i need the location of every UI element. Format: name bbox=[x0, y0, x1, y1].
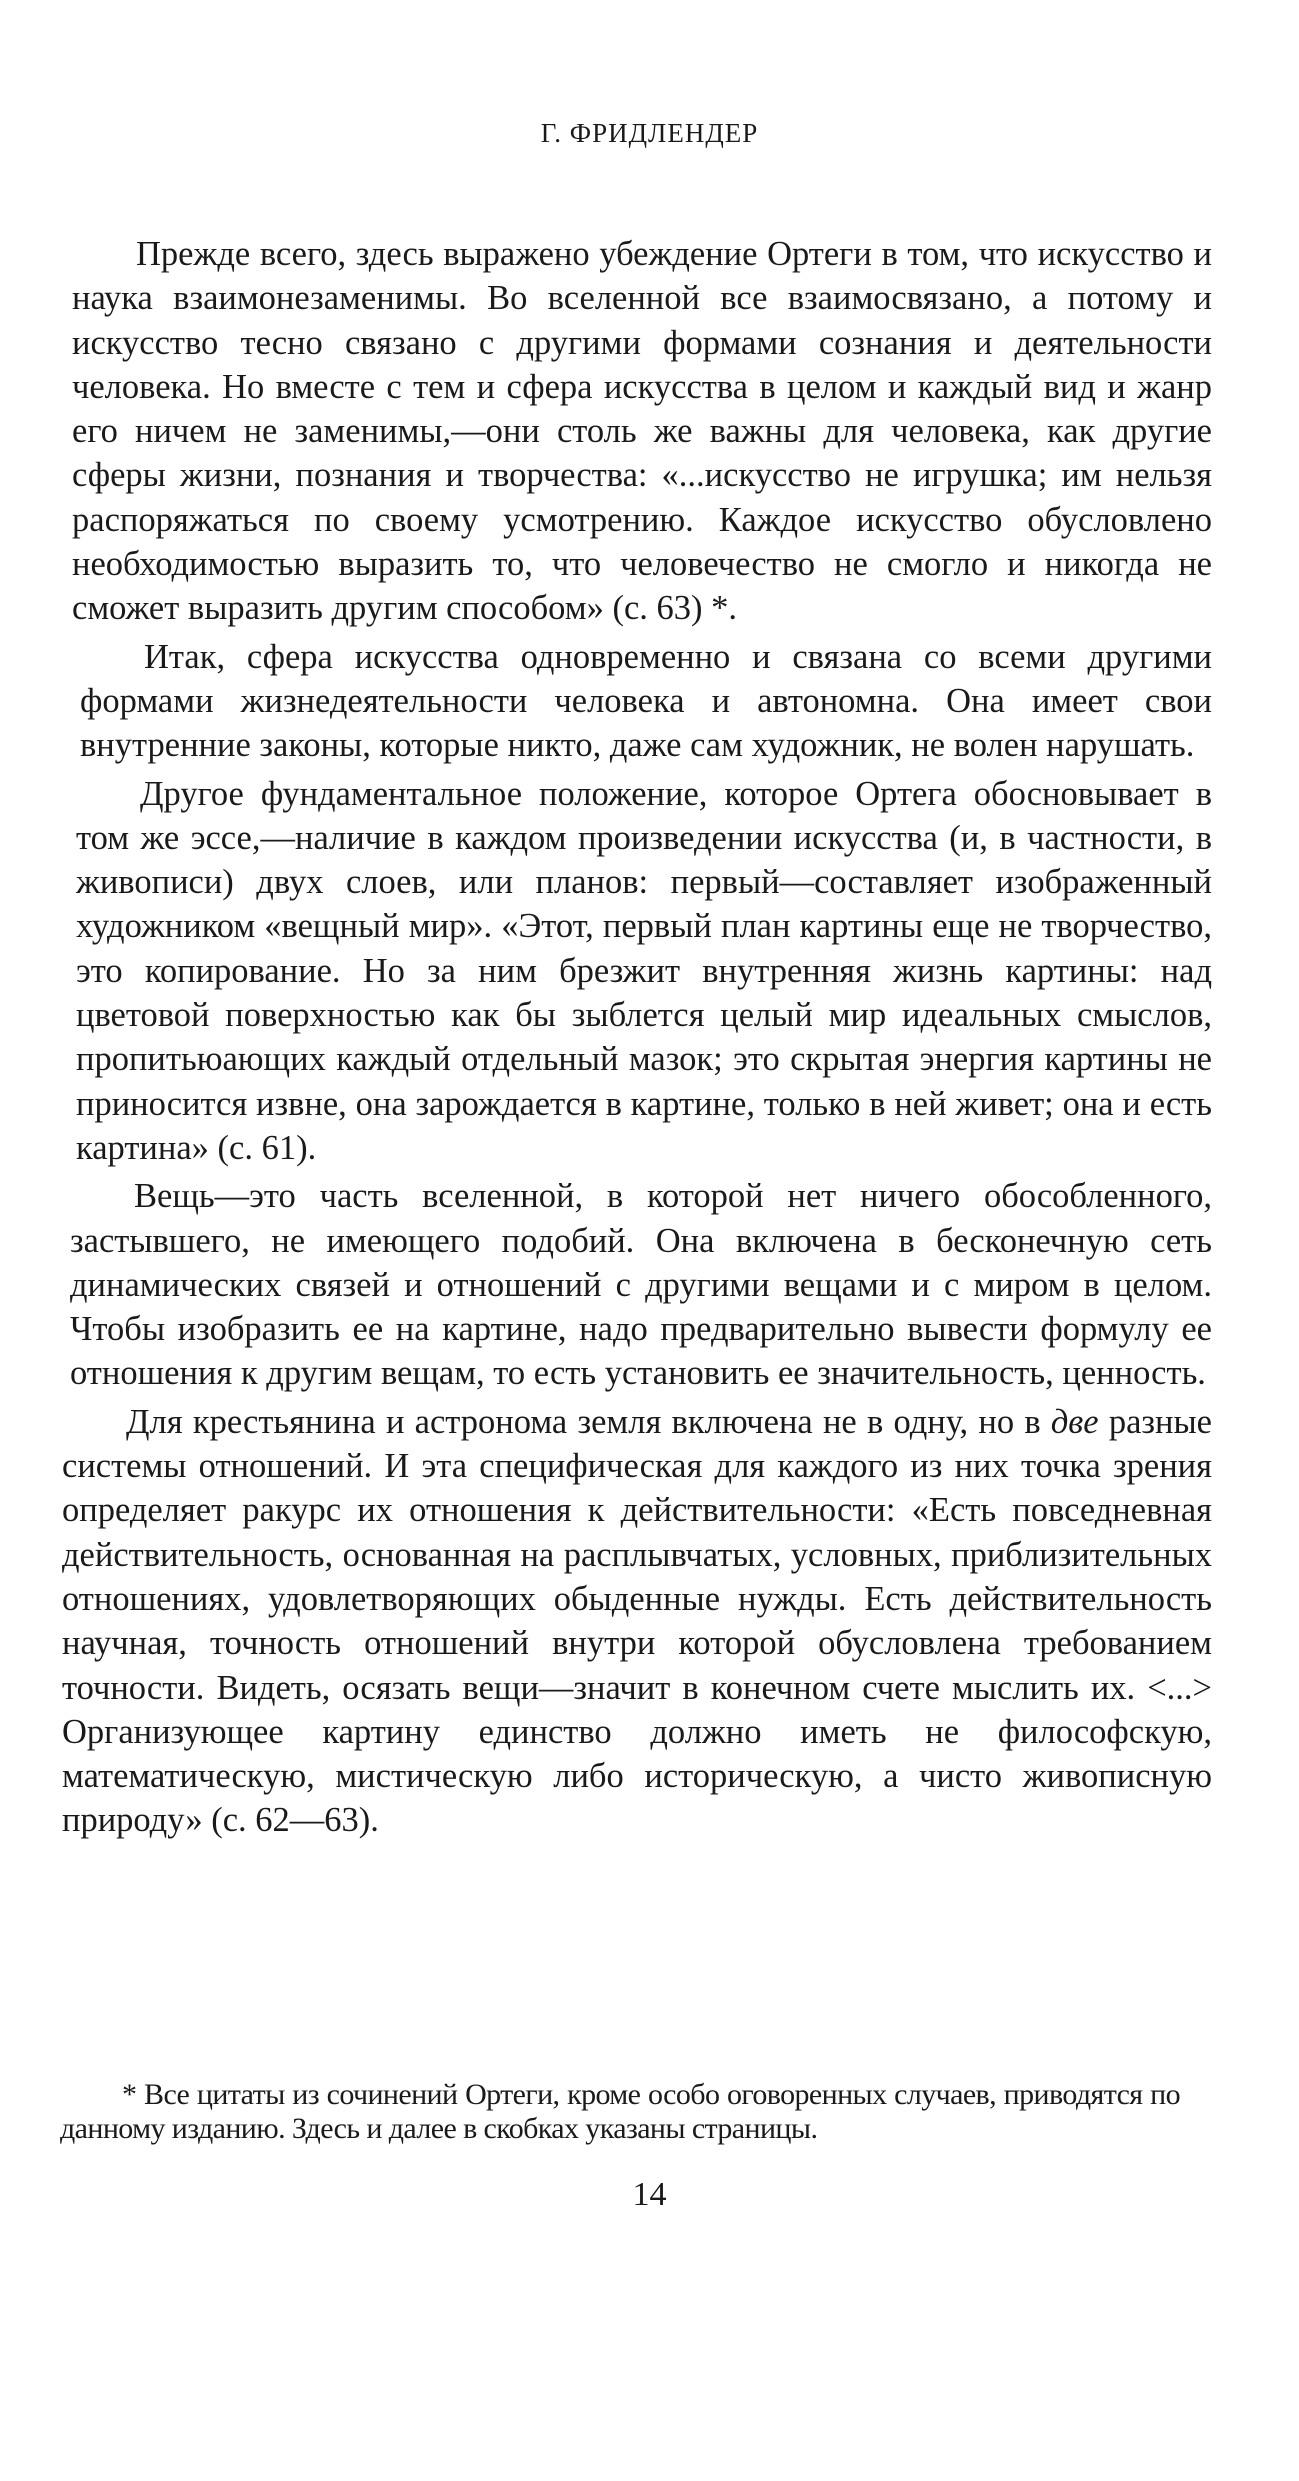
paragraph-3: Другое фундаментальное положение, которое Ортега обосновывает в том же эссе,—наличие в каждом произведении искусства (и, в частности, в живописи) двух слоев, или планов: первый—составляет изображенный художником «вещный мир». «Этот, первый план картины еще не творчество, это копирование. Но за ним брезжит внутренняя жизнь картины: над цветовой поверхностью как бы зыблется целый мир идеальных смыслов, пропитьюающих каждый отдельный мазок; это скрытая энергия картины не приносится извне, она зарождается в картине, только в ней живет; она и есть картина» (с. 61). bbox=[76, 774, 1212, 1167]
footnote: * Все цитаты из сочинений Ортеги, кроме особо оговоренных случаев, приводятся по данному изданию. Здесь и далее в скобках указаны страницы. bbox=[60, 2078, 1180, 2145]
paragraph-5-before: Для крестьянина и астронома земля включена не в одну, но в bbox=[126, 1402, 1051, 1441]
paragraph-5-emphasis: две bbox=[1050, 1402, 1099, 1441]
paragraph-2: Итак, сфера искусства одновременно и связана со всеми другими формами жизнедеятельности человека и автономна. Она имеет свои внутренние законы, которые никто, даже сам художник, не волен нарушать. bbox=[80, 637, 1212, 765]
paragraph-5-after: разные системы отношений. И эта специфическая для каждого из них точка зрения определяет ракурс их отношения к действительности: «Есть повседневная действительность, основанная на расплывчатых, условных, приблизительных отношениях, удовлетворяющих обыденные нужды. Есть действительность научная, точность отношений внутри которой обусловлена требованием точности. Видеть, осязать вещи—значит в конечном счете мыслить их. <...> Организующее картину единство должно иметь не философскую, математическую, мистическую либо историческую, а чисто живописную природу» (с. 62—63). bbox=[62, 1402, 1212, 1840]
paragraph-4: Вещь—это часть вселенной, в которой нет ничего обособленного, застывшего, не имеющего подобий. Она включена в бесконечную сеть динамических связей и отношений с другими вещами и с миром в целом. Чтобы изобразить ее на картине, надо предварительно вывести формулу ее отношения к другим вещам, то есть установить ее значительность, ценность. bbox=[70, 1177, 1212, 1393]
page-number: 14 bbox=[632, 2176, 667, 2213]
body-text bbox=[62, 232, 1212, 1847]
paragraph-1: Прежде всего, здесь выражено убеждение Ортеги в том, что искусство и наука взаимонезаменимы. Во вселенной все взаимосвязано, а потому и искусство тесно связано с другими формами сознания и деятельности человека. Но вместе с тем и сфера искусства в целом и каждый вид и жанр его ничем не заменимы,—они столь же важны для человека, как другие сферы жизни, познания и творчества: «...искусство не игрушка; им нельзя распоряжаться по своему усмотрению. Каждое искусство обусловлено необходимостью выразить то, что человечество не смогло и никогда не сможет выразить другим способом» (с. 63) *. bbox=[72, 235, 1212, 628]
paragraph-5 bbox=[62, 1400, 1212, 1843]
running-header: Г. ФРИДЛЕНДЕР bbox=[540, 118, 759, 148]
